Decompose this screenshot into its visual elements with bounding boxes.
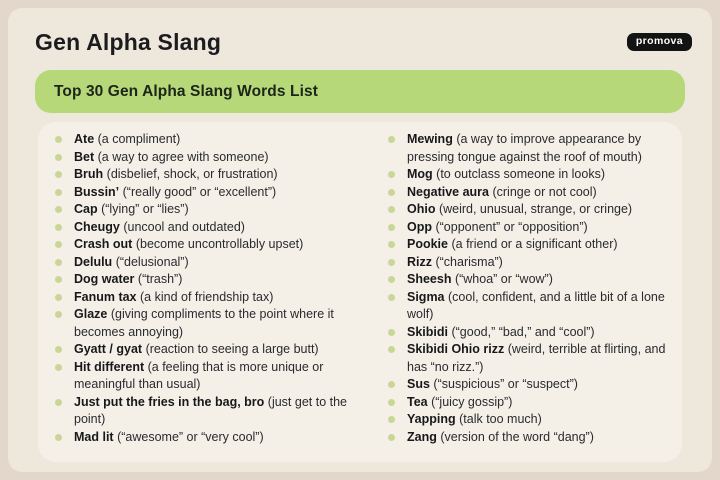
list-item bbox=[55, 359, 356, 394]
list-item bbox=[55, 306, 356, 341]
slang-definition: (“juicy gossip”) bbox=[431, 394, 513, 409]
list-item-text bbox=[74, 271, 356, 289]
slang-term: Glaze bbox=[74, 307, 108, 321]
bullet-icon bbox=[388, 381, 395, 388]
slang-term: Mad lit bbox=[74, 429, 114, 444]
promova-logo: promova bbox=[627, 33, 692, 51]
list-item-text bbox=[407, 411, 683, 429]
slang-term: Gyatt / gyat bbox=[74, 342, 143, 356]
slang-definition: (talk too much) bbox=[459, 412, 542, 426]
list-item-text bbox=[74, 166, 356, 184]
list-item-text bbox=[74, 254, 356, 272]
bullet-icon bbox=[55, 154, 62, 161]
slang-term: Sigma bbox=[407, 289, 445, 304]
bullet-icon bbox=[55, 189, 62, 196]
list-item bbox=[388, 411, 683, 429]
bullet-icon bbox=[55, 259, 62, 266]
slang-definition: (a way to agree with someone) bbox=[97, 149, 269, 164]
list-item bbox=[388, 429, 683, 447]
list-item-text bbox=[407, 166, 683, 184]
bullet-icon bbox=[388, 259, 395, 266]
bullet-icon bbox=[388, 206, 395, 213]
bullet-icon bbox=[55, 171, 62, 178]
list-item bbox=[388, 166, 683, 184]
list-item-text bbox=[74, 359, 356, 394]
slang-definition: (uncool and outdated) bbox=[123, 219, 245, 234]
bullet-icon bbox=[55, 364, 62, 371]
list-item-text bbox=[74, 184, 356, 202]
list-item bbox=[388, 254, 683, 272]
slang-list-right-column bbox=[388, 131, 683, 462]
section-header bbox=[35, 70, 685, 113]
slang-term: Skibidi Ohio rizz bbox=[407, 342, 505, 356]
list-item bbox=[388, 289, 683, 324]
list-item-text bbox=[407, 324, 683, 342]
list-item-text bbox=[407, 236, 683, 254]
list-item-text bbox=[407, 394, 683, 412]
slang-term: Tea bbox=[407, 394, 428, 409]
bullet-icon bbox=[388, 171, 395, 178]
list-item bbox=[55, 184, 356, 202]
bullet-icon bbox=[55, 311, 62, 318]
slang-definition: (giving compliments to the point where it becomes annoying) bbox=[74, 307, 334, 339]
list-item-text bbox=[407, 201, 683, 219]
slang-definition: (“trash”) bbox=[137, 272, 183, 286]
list-item bbox=[55, 341, 356, 359]
list-item-text bbox=[74, 429, 356, 447]
list-item bbox=[55, 254, 356, 272]
slang-list-card bbox=[38, 122, 682, 462]
slang-term: Just put the fries in the bag, bro bbox=[74, 394, 265, 409]
slang-term: Cap bbox=[74, 202, 98, 216]
slang-term: Hit different bbox=[74, 359, 145, 374]
slang-definition: (weird, unusual, strange, or cringe) bbox=[438, 202, 633, 216]
slang-term: Opp bbox=[407, 219, 432, 234]
list-item-text bbox=[74, 131, 356, 149]
slang-definition: (a feeling that is more unique or meaningful than usual) bbox=[74, 359, 324, 391]
list-item bbox=[388, 184, 683, 202]
list-item-text bbox=[74, 289, 356, 307]
list-item bbox=[388, 376, 683, 394]
bullet-icon bbox=[388, 399, 395, 406]
bullet-icon bbox=[55, 434, 62, 441]
bullet-icon bbox=[388, 189, 395, 196]
slang-definition: (weird, terrible at flirting, and has “no rizz.”) bbox=[407, 342, 666, 374]
slang-definition: (disbelief, shock, or frustration) bbox=[106, 167, 278, 181]
slang-term: Fanum tax bbox=[74, 289, 137, 304]
list-item-text bbox=[407, 219, 683, 237]
list-item bbox=[388, 236, 683, 254]
slang-definition: (“opponent” or “opposition”) bbox=[435, 219, 588, 234]
slang-definition: (version of the word “dang”) bbox=[440, 429, 594, 444]
slang-definition: (a kind of friendship tax) bbox=[140, 289, 274, 304]
slang-term: Cheugy bbox=[74, 219, 120, 234]
slang-definition: (a friend or a significant other) bbox=[451, 237, 618, 251]
slang-definition: (“awesome” or “very cool”) bbox=[117, 429, 264, 444]
slang-term: Yapping bbox=[407, 412, 456, 426]
slang-term: Negative aura bbox=[407, 184, 489, 199]
slang-term: Mog bbox=[407, 167, 433, 181]
bullet-icon bbox=[55, 224, 62, 231]
bullet-icon bbox=[55, 241, 62, 248]
slang-term: Bussin’ bbox=[74, 184, 120, 199]
list-item-text bbox=[74, 149, 356, 167]
slang-definition: (“really good” or “excellent”) bbox=[122, 184, 277, 199]
slang-definition: (to outclass someone in looks) bbox=[436, 167, 606, 181]
top-bar bbox=[35, 24, 692, 60]
list-item bbox=[55, 166, 356, 184]
slang-definition: (“suspicious” or “suspect”) bbox=[433, 377, 578, 391]
slang-term: Bruh bbox=[74, 167, 104, 181]
list-item-text bbox=[407, 271, 683, 289]
slang-definition: (cool, confident, and a little bit of a lone wolf) bbox=[407, 289, 665, 321]
list-item bbox=[388, 271, 683, 289]
bullet-icon bbox=[55, 206, 62, 213]
list-item bbox=[388, 131, 683, 166]
slang-definition: (just get to the point) bbox=[74, 394, 347, 426]
bullet-icon bbox=[388, 434, 395, 441]
list-item bbox=[55, 149, 356, 167]
list-item-text bbox=[407, 289, 683, 324]
slang-definition: (“whoa” or “wow”) bbox=[454, 272, 553, 286]
list-item-text bbox=[407, 429, 683, 447]
slang-term: Sheesh bbox=[407, 272, 452, 286]
content-panel bbox=[8, 8, 712, 472]
list-item-text bbox=[74, 394, 356, 429]
list-item-text bbox=[407, 131, 683, 166]
slang-term: Dog water bbox=[74, 272, 135, 286]
slang-definition: (a way to improve appearance by pressing tongue against the roof of mouth) bbox=[407, 132, 642, 164]
list-item bbox=[388, 324, 683, 342]
bullet-icon bbox=[55, 276, 62, 283]
bullet-icon bbox=[388, 276, 395, 283]
slang-term: Skibidi bbox=[407, 324, 448, 339]
slang-term: Mewing bbox=[407, 132, 453, 146]
list-item bbox=[55, 429, 356, 447]
list-item-text bbox=[74, 306, 356, 341]
section-header-label: Top 30 Gen Alpha Slang Words List bbox=[54, 82, 318, 100]
slang-definition: (a compliment) bbox=[97, 132, 181, 146]
bullet-icon bbox=[388, 329, 395, 336]
slang-definition: (cringe or not cool) bbox=[492, 184, 597, 199]
slang-term: Ohio bbox=[407, 202, 436, 216]
bullet-icon bbox=[55, 346, 62, 353]
slang-term: Ate bbox=[74, 132, 95, 146]
slang-term: Crash out bbox=[74, 237, 133, 251]
bullet-icon bbox=[388, 346, 395, 353]
list-item-text bbox=[74, 219, 356, 237]
slang-term: Sus bbox=[407, 377, 430, 391]
slang-definition: (“charisma”) bbox=[435, 254, 503, 269]
list-item-text bbox=[407, 254, 683, 272]
slang-definition: (“good,” “bad,” and “cool”) bbox=[451, 324, 595, 339]
list-item-text bbox=[74, 341, 356, 359]
bullet-icon bbox=[388, 241, 395, 248]
list-item-text bbox=[74, 236, 356, 254]
list-item bbox=[55, 131, 356, 149]
slang-definition: (become uncontrollably upset) bbox=[135, 237, 304, 251]
list-item bbox=[388, 341, 683, 376]
list-item-text bbox=[407, 376, 683, 394]
slang-term: Rizz bbox=[407, 254, 432, 269]
slang-definition: (“delusional”) bbox=[115, 254, 189, 269]
list-item bbox=[55, 289, 356, 307]
list-item bbox=[55, 271, 356, 289]
list-item bbox=[55, 219, 356, 237]
list-item-text bbox=[407, 184, 683, 202]
slang-list-left-column bbox=[55, 131, 356, 462]
bullet-icon bbox=[55, 294, 62, 301]
slang-term: Pookie bbox=[407, 237, 448, 251]
list-item bbox=[388, 219, 683, 237]
list-item bbox=[55, 236, 356, 254]
bullet-icon bbox=[388, 416, 395, 423]
slang-term: Zang bbox=[407, 429, 437, 444]
list-item bbox=[388, 394, 683, 412]
list-item bbox=[55, 201, 356, 219]
slang-definition: (reaction to seeing a large butt) bbox=[145, 342, 319, 356]
bullet-icon bbox=[55, 399, 62, 406]
bullet-icon bbox=[388, 224, 395, 231]
bullet-icon bbox=[388, 136, 395, 143]
bullet-icon bbox=[388, 294, 395, 301]
slang-term: Bet bbox=[74, 149, 95, 164]
page-title: Gen Alpha Slang bbox=[35, 28, 222, 55]
list-item bbox=[388, 201, 683, 219]
list-item bbox=[55, 394, 356, 429]
slang-term: Delulu bbox=[74, 254, 113, 269]
list-item-text bbox=[74, 201, 356, 219]
slang-definition: (“lying” or “lies”) bbox=[101, 202, 189, 216]
list-item-text bbox=[407, 341, 683, 376]
bullet-icon bbox=[55, 136, 62, 143]
